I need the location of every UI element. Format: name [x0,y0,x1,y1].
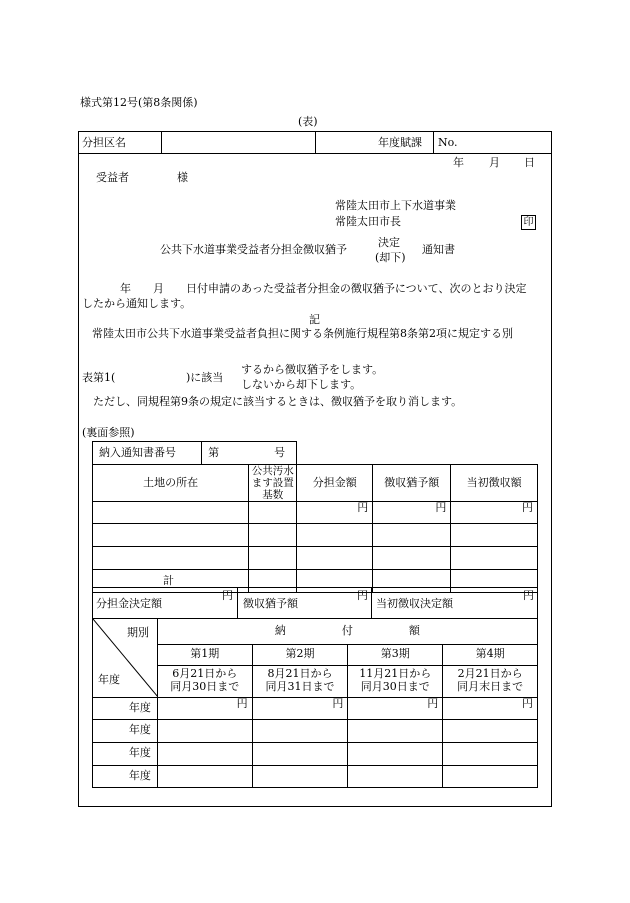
option-reject: しないから却下します。 [241,378,362,391]
header-charge: 分担金額 [297,465,373,502]
table-row [93,697,538,719]
table-row [93,524,538,547]
back-ref: (裏面参照) [82,426,135,439]
date-year: 年 [453,156,464,169]
yen-mark: 円 [523,589,534,602]
body-line-1: 年 月 日付申請のあった受益者分担金の徴収猶予について、次のとおり決定 [120,282,527,295]
header-initial: 当初徴収額 [451,465,538,502]
period-3: 第3期 [348,644,443,665]
period-1-range: 6月21日から 同月30日まで [157,665,252,697]
table-row [93,502,538,524]
period-4: 第4期 [443,644,538,665]
notice-no-label: 納入通知書番号 [93,442,202,465]
row-year-label: 年度 [93,697,158,719]
yen-mark: 円 [297,502,373,524]
yen-mark: 円 [157,697,252,719]
total-label: 計 [93,570,249,593]
go-label: 号 [274,445,286,459]
issuer-title: 常陸太田市長 [335,215,401,228]
year-levy-label: 年度賦課 [378,136,422,149]
table-row [93,765,538,787]
body-line-2: したから通知します。 [82,297,192,310]
period-3-range: 11月21日から 同月30日まで [348,665,443,697]
notice-no-blank [297,442,538,465]
notice-rejection: (却下) [375,251,406,264]
body-line-4: ただし、同規程第9条の規定に該当するときは、徴収猶予を取り消します。 [93,395,463,408]
period-2: 第2期 [252,644,348,665]
yen-mark: 円 [252,697,348,719]
notice-decision: 決定 [378,236,400,249]
division-label: 分担区名 [82,136,126,149]
period-1: 第1期 [157,644,252,665]
period-2-range: 8月21日から 同月31日まで [252,665,348,697]
date-month: 月 [489,156,500,169]
yen-mark: 円 [222,589,233,602]
side-label: (表) [298,115,318,128]
schedule-table [92,619,538,788]
assessment-table [92,441,538,593]
form-number: 様式第12号(第8条関係) [80,96,198,109]
notice-no-field [202,442,297,465]
body-line-3: 常陸太田市公共下水道事業受益者負担に関する条例施行規程第8条第2項に規定する別 [92,327,513,340]
addressee-honorific: 様 [177,171,188,184]
table-row [93,742,538,765]
year-label: 年度 [98,673,120,686]
payment-header: 納 付 額 [157,619,537,644]
no-label: No. [438,136,458,149]
table-ref-b: )に該当 [186,371,224,384]
deferred-label: 徴収猶予額 [243,597,298,610]
row-year-label: 年度 [93,765,158,787]
yen-mark: 円 [451,502,538,524]
yen-mark: 円 [373,502,451,524]
row-year-label: 年度 [93,719,158,742]
ki-label: 記 [309,313,320,326]
period-4-range: 2月21日から 同月末日まで [443,665,538,697]
table-row [93,719,538,742]
issuer-org: 常陸太田市上下水道事業 [335,199,456,212]
yen-mark: 円 [443,697,538,719]
notice-title: 公共下水道事業受益者分担金徴収猶予 [160,243,347,256]
date-day: 日 [524,156,535,169]
initial-label: 当初徴収決定額 [376,597,453,610]
period-label: 期別 [127,626,149,639]
seal-mark: 印 [521,215,536,230]
period-year-corner [93,619,158,697]
yen-mark: 円 [357,589,368,602]
header-deferred: 徴収猶予額 [373,465,451,502]
table-ref-a: 表第1( [82,371,116,384]
row-year-label: 年度 [93,742,158,765]
table-row [93,547,538,570]
yen-mark: 円 [348,697,443,719]
dai-label: 第 [208,445,220,459]
header-location: 土地の所在 [93,465,249,502]
header-basins: 公共汚水ます設置基数 [249,465,297,502]
option-defer: するから徴収猶予をします。 [241,363,384,376]
decided-label: 分担金決定額 [96,597,162,610]
notice-suffix: 通知書 [422,243,455,256]
addressee-label: 受益者 [96,171,129,184]
